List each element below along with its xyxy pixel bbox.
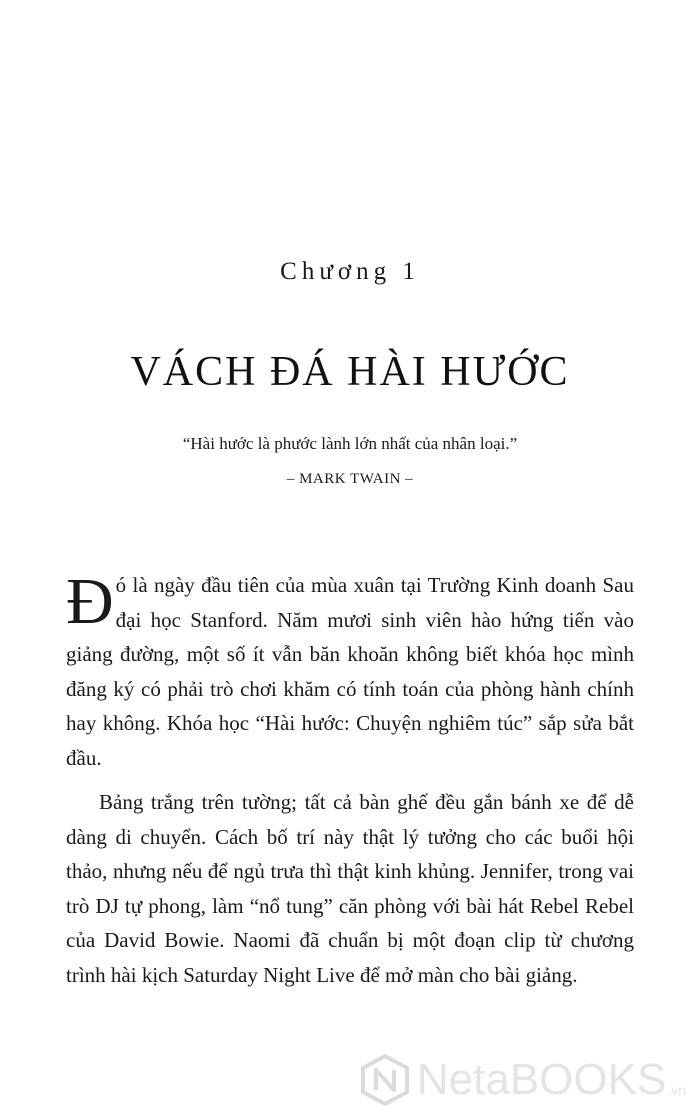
watermark-brand: NetaBOOKS (416, 1055, 667, 1104)
chapter-title: VÁCH ĐÁ HÀI HƯỚC (130, 349, 570, 395)
paragraph-2: Bảng trắng trên tường; tất cả bàn ghế đều gắn bánh xe để dễ dàng di chuyển. Cách bố trí này thật lý tưởng cho các buổi hội thảo, nhưng nếu để ngủ trưa thì thật kinh khủng. Jennifer, trong vai trò DJ tự phong, làm “nổ tung” căn phòng với bài hát Rebel Rebel của David Bowie. Naomi đã chuẩn bị một đoạn clip từ chương trình hài kịch Saturday Night Live để mở màn cho bài giảng. (66, 790, 634, 987)
netabooks-logo-icon (359, 1054, 411, 1106)
paragraph-1-text: ó là ngày đầu tiên của mùa xuân tại Trường Kinh doanh Sau đại học Stanford. Năm mươi sinh viên hào hứng tiến vào giảng đường, một số ít vẫn băn khoăn không biết khóa học mình đăng ký có phải trò chơi khăm có tính toán của phòng hành chính hay không. Khóa học “Hài hước: Chuyện nghiêm túc” sắp sửa bắt đầu. (66, 573, 634, 770)
watermark-suffix: .vn (667, 1082, 686, 1098)
epigraph-author: – MARK TWAIN – (286, 471, 414, 487)
chapter-body (66, 565, 634, 992)
watermark (359, 1054, 686, 1106)
chapter-label: Chương 1 (280, 258, 420, 285)
paragraph-1 (66, 565, 634, 775)
epigraph-quote: “Hài hước là phước lành lớn nhất của nhân loại.” (182, 434, 518, 453)
drop-cap: Đ (66, 565, 114, 638)
